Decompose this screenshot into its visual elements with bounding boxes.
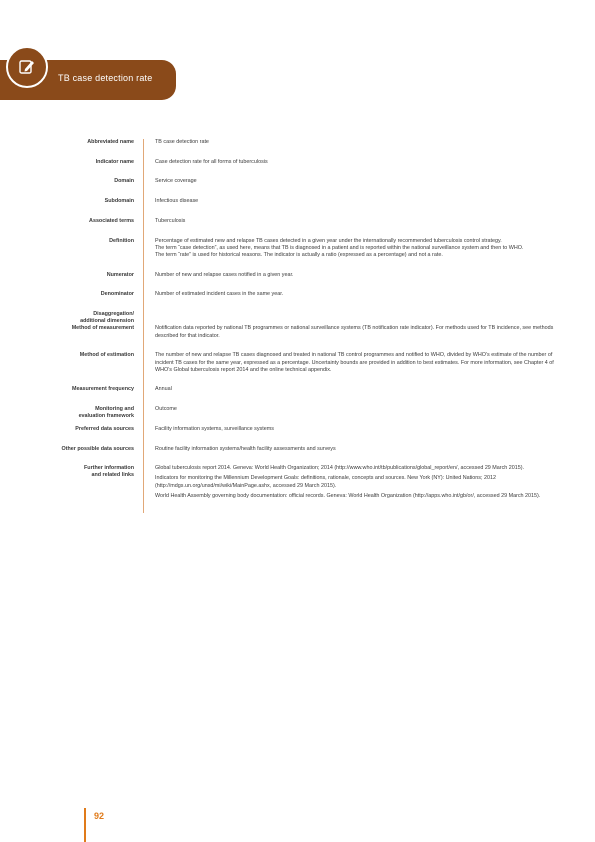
row-label: Domain — [114, 178, 134, 185]
row-label: Method of measurement — [71, 325, 134, 332]
row-indicator-name — [40, 159, 555, 179]
row-denominator — [40, 291, 555, 311]
row-numerator — [40, 272, 555, 292]
footer-accent-bar — [84, 808, 86, 842]
reference-link[interactable]: World Health Assembly governing body documentation: official records. Geneva: World Health Organization (http://apps.who.int/gb/or/, accessed 29 March 2015). — [155, 492, 541, 499]
row-value: Routine facility information systems/health facility assessments and surveys — [155, 445, 336, 452]
row-value: The number of new and relapse TB cases diagnosed and treated in national TB control programmes and notified to WHO, divided by WHO’s estimate of the number of incident TB cases for the same year, expressed as a percentage. Uncertainty bounds are provided in addition to best estimates. For more information, see Chapter 4 of WHO’s Global tuberculosis report 2014 and the online technical appendix. — [155, 352, 554, 373]
row-subdomain — [40, 198, 555, 218]
row-label: Indicator name — [95, 158, 134, 165]
row-abbreviated-name — [40, 139, 555, 159]
row-value: Number of estimated incident cases in the same year. — [155, 291, 284, 298]
row-domain — [40, 178, 555, 198]
row-label: Measurement frequency — [71, 386, 134, 393]
page-number: 92 — [94, 811, 105, 821]
row-label: Preferred data sources — [75, 425, 134, 432]
row-value: Percentage of estimated new and relapse TB cases detected in a given year under the internationally recommended tuberculosis control strategy. The term “case detection”, as used here, means that TB is diagnosed in a patient and is reported within the national surveillance system and then to WHO. The term “rate” is used for historical reasons. The indicator is actually a ratio (expressed as a percentage) and not a rate. — [155, 237, 524, 258]
row-method-of-measurement — [40, 325, 555, 352]
row-preferred-data-sources — [40, 426, 555, 446]
row-other-data-sources — [40, 446, 555, 466]
row-associated-terms — [40, 218, 555, 238]
row-value: Annual — [155, 386, 172, 393]
row-value: Facility information systems, surveillance systems — [155, 425, 274, 432]
row-value: Notification data reported by national TB programmes or national surveillance systems (TB notification rate indicator). For methods used for TB incidence, see methods described for that indicator. — [155, 325, 554, 339]
row-label: Other possible data sources — [61, 445, 134, 452]
row-value: Number of new and relapse cases notified in a given year. — [155, 271, 294, 278]
row-label: Definition — [109, 237, 134, 244]
row-disaggregation — [40, 311, 555, 325]
indicator-metadata-table — [40, 139, 555, 513]
section-title: TB case detection rate — [58, 73, 153, 83]
row-value: TB case detection rate — [155, 139, 209, 145]
reference-link[interactable]: Indicators for monitoring the Millennium Development Goals: definitions, rationale, concepts and sources. New York (NY): United Nations; 2012 (http://mdgs.un.org/unsd/mi/wiki/MainPage.ashx, accessed 29 March 2015). — [155, 475, 496, 489]
row-value: Infectious disease — [155, 198, 199, 205]
row-value: Service coverage — [155, 178, 197, 185]
reference-link[interactable]: Global tuberculosis report 2014. Geneva: World Health Organization; 2014 (http://www.who.int/tb/publications/global_report/en/, accessed 29 March 2015). — [155, 465, 525, 472]
row-label: Subdomain — [104, 198, 134, 205]
row-label: Denominator — [100, 291, 134, 298]
pencil-icon — [6, 46, 48, 88]
row-label: Disaggregation/ additional dimension — [80, 311, 134, 325]
row-label: Monitoring and evaluation framework — [78, 406, 134, 420]
row-value: Tuberculosis — [155, 217, 186, 224]
row-further-information — [40, 465, 555, 512]
row-value: Case detection rate for all forms of tuberculosis — [155, 158, 268, 165]
row-value — [144, 311, 555, 324]
row-value — [144, 465, 555, 512]
row-label: Further information and related links — [83, 465, 134, 479]
row-label: Associated terms — [89, 217, 134, 224]
row-label: Method of estimation — [79, 352, 134, 359]
row-monitoring-framework — [40, 406, 555, 426]
row-definition — [40, 238, 555, 272]
row-value: Outcome — [155, 406, 177, 413]
row-label: Numerator — [106, 271, 134, 278]
row-measurement-frequency — [40, 386, 555, 406]
row-method-of-estimation — [40, 352, 555, 386]
row-label: Abbreviated name — [87, 139, 134, 145]
